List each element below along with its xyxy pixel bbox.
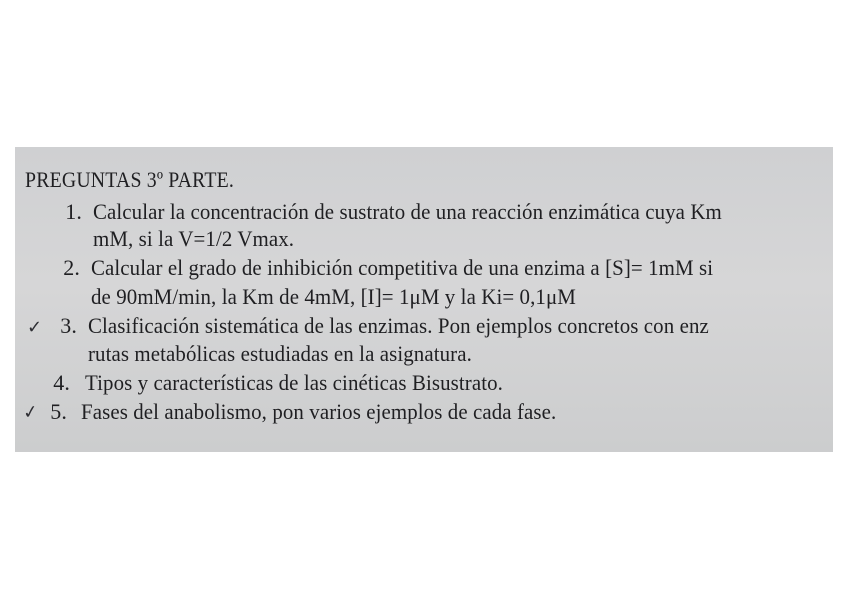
question-3-line-2: rutas metabólicas estudiadas en la asignatura. <box>88 341 472 366</box>
question-3-line-1: Clasificación sistemática de las enzimas. Pon ejemplos concretos con enz <box>88 313 709 338</box>
question-3-check-icon: ✓ <box>27 317 43 338</box>
question-5-check-icon: ✓ <box>21 401 40 424</box>
question-1-line-1: Calcular la concentración de sustrato de una reacción enzimática cuya Km <box>93 199 722 224</box>
photographed-exam-sheet <box>15 147 833 452</box>
question-2-number: 2. <box>63 255 80 280</box>
question-3-number: 3. <box>60 313 77 338</box>
document-title: PREGUNTAS 3º PARTE. <box>25 167 235 192</box>
question-5-line-1: Fases del anabolismo, pon varios ejemplos de cada fase. <box>81 399 557 424</box>
question-4-line-1: Tipos y características de las cinéticas Bisustrato. <box>85 370 504 395</box>
question-2-line-1: Calcular el grado de inhibición competitiva de una enzima a [S]= 1mM si <box>91 255 714 280</box>
question-1-line-2: mM, si la V=1/2 Vmax. <box>93 226 295 251</box>
question-5-number: 5. <box>50 399 67 424</box>
question-1-number: 1. <box>65 199 82 224</box>
question-4-number: 4. <box>53 370 70 395</box>
question-2-line-2: de 90mM/min, la Km de 4mM, [I]= 1μM y la Ki= 0,1μM <box>91 284 576 309</box>
